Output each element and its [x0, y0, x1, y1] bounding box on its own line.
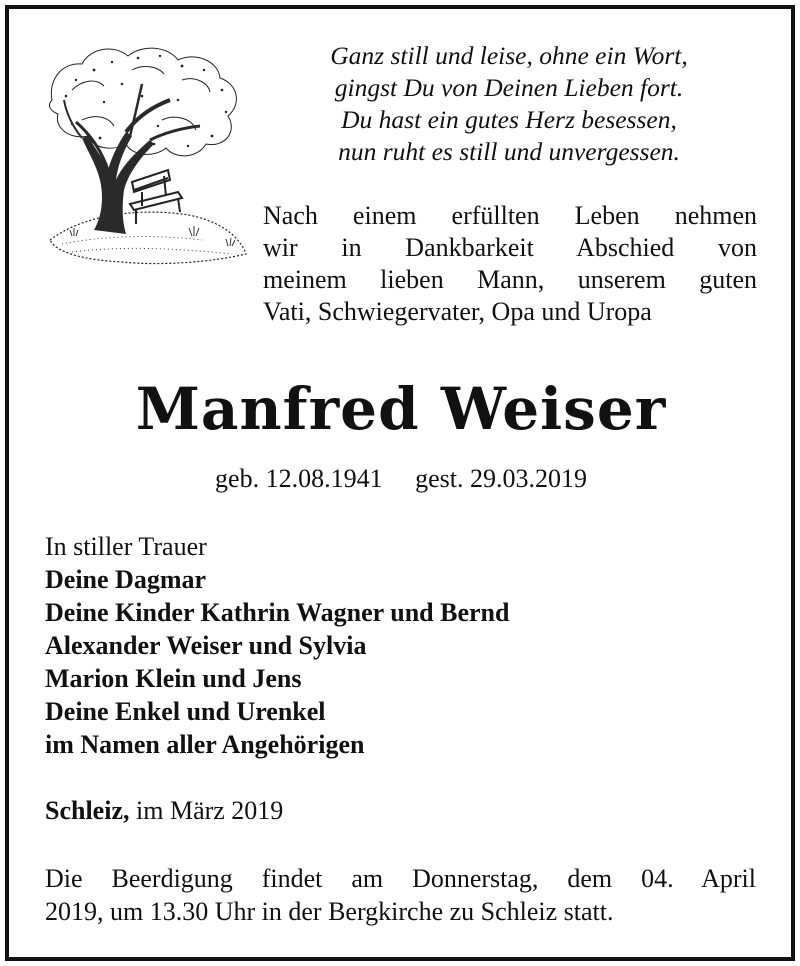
place-city: Schleiz, — [45, 796, 130, 825]
tree-and-bench-illustration — [42, 40, 248, 272]
birth-date: geb. 12.08.1941 — [215, 464, 383, 493]
place-date: im März 2019 — [136, 796, 284, 825]
poem-line: gingst Du von Deinen Lieben fort. — [334, 73, 684, 102]
mourner-line: Marion Klein und Jens — [45, 664, 302, 693]
memorial-poem — [262, 40, 756, 168]
funeral-line: 2019, um 13.30 Uhr in der Bergkirche zu Schleiz statt. — [45, 897, 614, 926]
mourner-line: Deine Dagmar — [45, 565, 207, 594]
intro-line: meinem lieben Mann, unserem guten — [263, 265, 757, 294]
poem-line: nun ruht es still und unvergessen. — [338, 137, 680, 166]
place-and-date — [45, 795, 283, 827]
death-date: gest. 29.03.2019 — [415, 464, 587, 493]
poem-line: Ganz still und leise, ohne ein Wort, — [330, 41, 688, 70]
deceased-name: Manfred Weiser — [135, 375, 667, 443]
life-dates — [40, 463, 762, 495]
intro-text — [263, 200, 757, 328]
poem-line: Du hast ein gutes Herz besessen, — [341, 105, 677, 134]
mourner-line: im Namen aller Angehörigen — [45, 730, 365, 759]
funeral-line: Die Beerdigung findet am Donnerstag, dem 04. April — [45, 864, 756, 893]
funeral-notice — [45, 862, 756, 928]
intro-line: wir in Dankbarkeit Abschied von — [263, 233, 757, 262]
intro-line: Vati, Schwiegervater, Opa und Uropa — [263, 297, 652, 326]
intro-line: Nach einem erfüllten Leben nehmen — [263, 201, 757, 230]
mourner-line: Alexander Weiser und Sylvia — [45, 631, 367, 660]
mourner-line: Deine Enkel und Urenkel — [45, 697, 326, 726]
mourning-heading: In stiller Trauer — [45, 532, 207, 561]
mourner-line: Deine Kinder Kathrin Wagner und Bernd — [45, 598, 510, 627]
mourners-block — [45, 530, 765, 761]
